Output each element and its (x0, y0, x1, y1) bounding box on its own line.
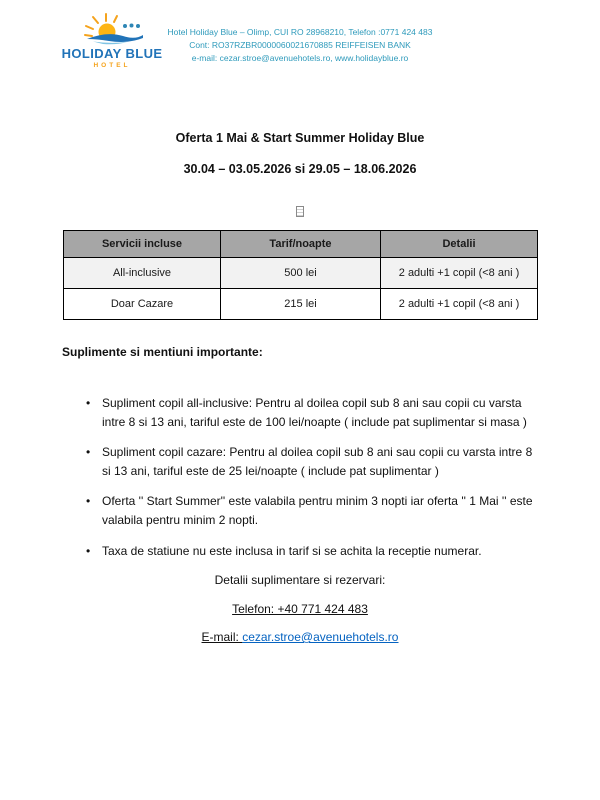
header-servicii: Servicii incluse (64, 231, 221, 258)
document-footer (0, 573, 600, 644)
sun-wave-logo-icon (73, 12, 151, 46)
offer-title: Oferta 1 Mai & Start Summer Holiday Blue (175, 131, 425, 145)
table-row (64, 258, 538, 289)
offer-table (63, 230, 538, 320)
footer-email-line (0, 630, 600, 644)
cell-service: Doar Cazare (64, 289, 221, 320)
contact-line-address: Hotel Holiday Blue – Olimp, CUI RO 28968210, Telefon :0771 424 483 (167, 27, 433, 37)
logo-subtitle: HOTEL (93, 62, 131, 69)
footer-heading: Detalii suplimentare si rezervari: (214, 573, 386, 587)
contact-line-email: e-mail: cezar.stroe@avenuehotels.ro, www.holidayblue.ro (191, 52, 409, 63)
list-item: • Supliment copil cazare: Pentru al doilea copil sub 8 ani sau copii cu varsta intre 8 si 13 ani, tariful este de 25 lei/noapte ( include pat suplimentar ) (85, 443, 537, 480)
notes-list (85, 394, 537, 572)
email-label: E-mail: (201, 630, 243, 644)
header-tarif: Tarif/noapte (221, 231, 381, 258)
email-link[interactable]: cezar.stroe@avenuehotels.ro (242, 630, 399, 644)
list-item: • Oferta '' Start Summer'' este valabila pentru minim 3 nopti iar oferta '' 1 Mai '' este valabila pentru minim 2 nopti. (85, 492, 537, 529)
contact-line-bank: Cont: RO37RZBR0000060021670885 REIFFEISEN BANK (189, 39, 411, 50)
offer-dates: 30.04 – 03.05.2026 si 29.05 – 18.06.2026 (183, 162, 417, 176)
cell-details: 2 adulti +1 copil (<8 ani ) (381, 258, 538, 289)
cell-service: All-inclusive (64, 258, 221, 289)
footer-phone: Telefon: +40 771 424 483 (232, 602, 368, 616)
list-item: • Taxa de statiune nu este inclusa in tarif si se achita la receptie numerar. (85, 542, 537, 561)
cell-price: 215 lei (221, 289, 381, 320)
logo-title: HOLIDAY BLUE (61, 46, 163, 61)
missing-glyph-row (0, 204, 600, 222)
notes-heading: Suplimente si mentiuni importante: (62, 345, 263, 359)
offer-title-block (0, 131, 600, 176)
hotel-logo (56, 12, 168, 69)
document-header (0, 10, 600, 69)
missing-glyph-icon (296, 206, 304, 217)
header-detalii: Detalii (381, 231, 538, 258)
list-item: • Supliment copil all-inclusive: Pentru al doilea copil sub 8 ani sau copii cu varsta intre 8 si 13 ani, tariful este de 100 lei/noapte ( include pat suplimentar si masa ) (85, 394, 537, 431)
cell-details: 2 adulti +1 copil (<8 ani ) (381, 289, 538, 320)
table-header-row (64, 231, 538, 258)
table-row (64, 289, 538, 320)
cell-price: 500 lei (221, 258, 381, 289)
